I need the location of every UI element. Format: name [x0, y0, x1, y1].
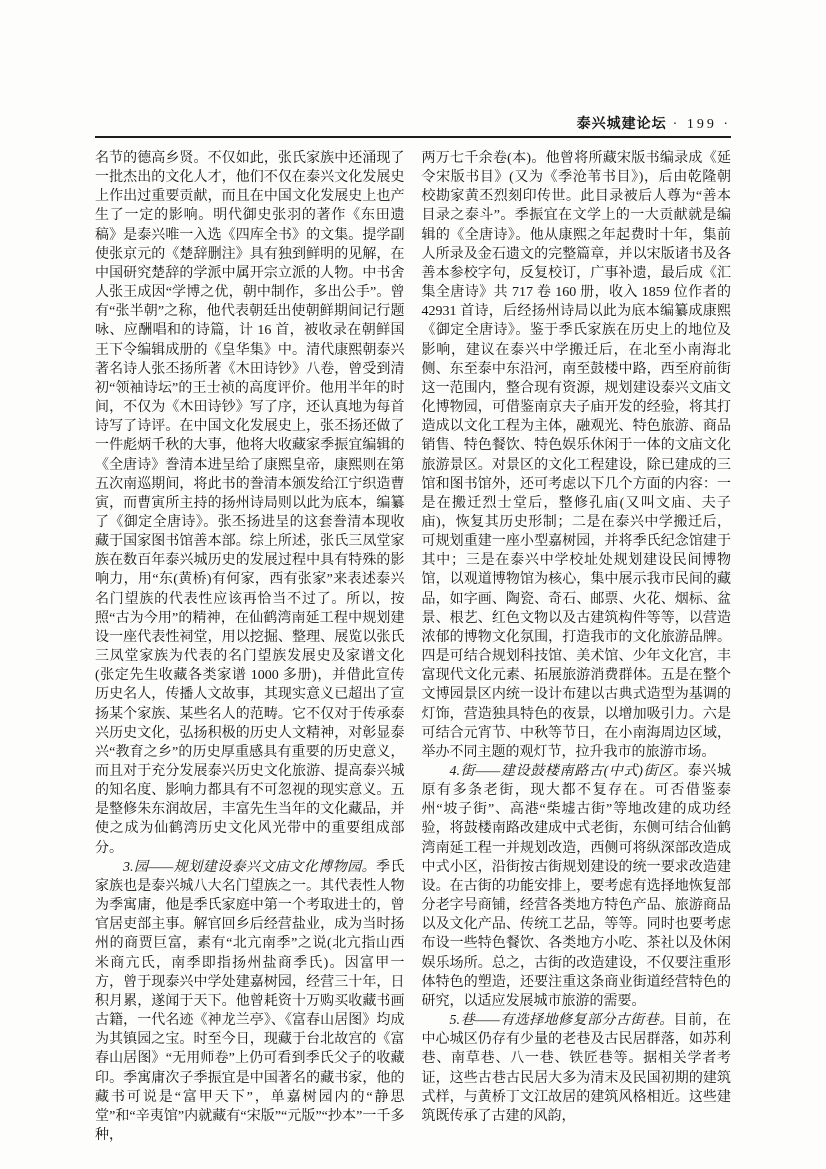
body-text: 泰兴城原有多条老街，现大都不复存在。可否借鉴泰州“坡子街”、高港“柴墟古街”等地改建的成功经验，将鼓楼南路改建成中式老街，东侧可结合仙鹤湾南延工程一并规划改造，西侧可将纵深部改造成中式小区，沿街按古街规划建设的统一要求改造建设。在古街的功能安排上，要考虑有选择地恢复部分老字号商铺，经营各类地方特色产品、旅游商品以及文化产品、传统工艺品，等等。同时也要考虑布设一些特色餐饮、各类地方小吃、茶社以及休闲娱乐场所。总之，古街的改造建设，不仅要注重形体特色的塑造，还要注重这条商业街道经营特色的研究，以适应发展城市旅游的需要。	[421, 764, 731, 1009]
section-3-heading: 3.园——规划建设泰兴文庙文化博物园。	[123, 859, 377, 875]
running-head	[95, 113, 731, 133]
body-text: 名节的德高乡贤。不仅如此，张氏家族中还涌现了一批杰出的文化人才，他们不仅在泰兴文化发展史上作出过重要贡献，而且在中国文化发展史上也产生了一定的影响。明代御史张羽的著作《东田遗稿》是泰兴唯一入选《四库全书》的文集。提学副使张京元的《楚辞删注》具有独到鲜明的见解，在中国研究楚辞的学派中属开宗立派的人物。中书舍人张王成因“学博之优，朝中制作，多出公手”。曾有“张半朝”之称，他代表朝廷出使朝鲜期间记行题咏、应酬唱和的诗篇，计 16 首，被收录在朝鲜国王下令编辑成册的《皇华集》中。清代康熙朝泰兴著名诗人张丕扬所著《木田诗钞》八卷，曾受到清初“领袖诗坛”的王士祯的高度评价。他用半年的时间，不仅为《木田诗钞》写了序，还认真地为每首诗写了诗评。在中国文化发展史上，张丕扬还做了一件彪炳千秋的大事，他将大收藏家季振宜编辑的《全唐诗》誊清本进呈给了康熙皇帝，康熙则在第五次南巡期间，将此书的誊清本颁发给江宁织造曹寅，而曹寅所主持的扬州诗局则以此为底本，编纂了《御定全唐诗》。张丕扬进呈的这套誊清本现收藏于国家图书馆善本部。综上所述，张氏三凤堂家族在数百年泰兴城历史的发展过程中具有特殊的影响力，用“东(黄桥)有何家，西有张家”来表述泰兴名门望族的代表性应该再恰当不过了。所以，按照“古为今用”的精神，在仙鹤湾南延工程中规划建设一座代表性祠堂，用以挖掘、整理、展览以张氏三凤堂家族为代表的名门望族发展史及家谱文化(张定先生收藏各类家谱 1000 多册)，并借此宣传历史名人，传播人文故事，其现实意义已超出了宣扬某个家族、某些名人的范畴。它不仅对于传承泰兴历史文化，弘扬积极的历史人文精神，对彰显泰兴“教育之乡”的历史厚重感具有重要的历史意义，而且对于充分发展泰兴历史文化旅游、提高泰兴城的知名度、影响力都具有不可忽视的现实意义。五是整修朱东润故居，丰富先生当年的文化藏品，并使之成为仙鹤湾历史文化风光带中的重要组成部分。	[95, 151, 405, 856]
header-rule	[95, 136, 731, 138]
section-4-heading: 4.街——建设鼓楼南路古(中式)街区。	[449, 764, 688, 779]
continuation-paragraph	[95, 149, 405, 858]
right-column	[422, 149, 732, 1145]
journal-title: 泰兴城建论坛	[576, 115, 667, 131]
section-4-paragraph	[422, 762, 732, 1011]
body-text: 两万七千余卷(本)。他曾将所藏宋版书编录成《延令宋版书目》(又为《季沧苇书目》)，后由乾隆朝校勘家黄丕烈刻印传世。此目录被后人尊为“善本目录之泰斗”。季振宜在文学上的一大贡献就是编辑的《全唐诗》。他从康熙之年起费时十年，集前人所录及金石遗文的完整篇章，并以宋版诸书及各善本参校字句，反复校订，广事补遗，最后成《汇集全唐诗》共 717 卷 160 册，收入 1859 位作者的 42931 首诗，后经扬州诗局以此为底本编纂成康熙《御定全唐诗》。鉴于季氏家族在历史上的地位及影响，建议在泰兴中学搬迁后，在北至小南海北侧、东至泰中东沿河，南至鼓楼中路，西至府前街这一范围内，整合现有资源，规划建设泰兴文庙文化博物园，可借鉴南京夫子庙开发的经验，将其打造成以文化工程为主体，融观光、特色旅游、商品销售、特色餐饮、特色娱乐休闲于一体的文庙文化旅游景区。对景区的文化工程建设，除已建成的三馆和图书馆外，还可考虑以下几个方面的内容：一是在搬迁烈士堂后，整修孔庙(又叫文庙、夫子庙)，恢复其历史形制；二是在泰兴中学搬迁后，可规划重建一座小型嘉树园，并将季氏纪念馆建于其中；三是在泰兴中学校址处规划建设民间博物馆，以观道博物馆为核心，集中展示我市民间的藏品，如字画、陶瓷、奇石、邮票、火花、烟标、盆景、根艺、红色文物以及古建筑构件等等，以营造浓郁的博物文化氛围，打造我市的文化旅游品牌。四是可结合规划科技馆、美术馆、少年文化宫，丰富现代文化元素、拓展旅游消费群体。五是在整个文博园景区内统一设计布建以古典式造型为基调的灯饰，营造独具特色的夜景，以增加吸引力。六是可结合元宵节、中秋等节日，在小南海周边区域，举办不同主题的观灯节，拉升我市的旅游市场。	[421, 151, 731, 760]
page-number-marker: · 199 ·	[672, 117, 731, 132]
text-columns	[95, 149, 731, 1145]
section-5-paragraph	[422, 1011, 732, 1126]
section-5-heading: 5.巷——有选择地修复部分古街巷。	[449, 1013, 674, 1029]
section-3-paragraph	[95, 858, 405, 1145]
left-column	[95, 149, 405, 1145]
body-text: 季氏家族也是泰兴城八大名门望族之一。其代表性人物为季寓庸，他是季氏家庭中第一个考取进士的，曾官居吏部主事。解官回乡后经营盐业，成为当时扬州的商贾巨富，素有“北亢南季”之说(北亢指山西米商亢氏，南季即指扬州盐商季氏)。因富甲一方，曾于现泰兴中学处建嘉树园，经营三十年，日积月累，遂闻于天下。他曾耗资十万购买收藏书画古籍，一代名迹《神龙兰亭》、《富春山居图》均成为其镇园之宝。时至今日，现藏于台北故宫的《富春山居图》“无用师卷”上仍可看到季氏父子的收藏印。季寓庸次子季振宜是中国著名的藏书家，他的藏书可说是“富甲天下”，单嘉树园内的“静思堂”和“辛夷馆”内就藏有“宋版”“元版”“抄本”一千多种，	[95, 859, 405, 1143]
body-text: 目前，在中心城区仍存有少量的老巷及古民居群落，如苏利巷、南草巷、八一巷、铁匠巷等。据相关学者考证，这些古巷古民居大多为清末及民国初期的建筑式样，与黄桥丁文江故居的建筑风格相近。这些建筑既传承了古建的风韵，	[421, 1013, 731, 1124]
continuation-paragraph	[422, 149, 732, 762]
